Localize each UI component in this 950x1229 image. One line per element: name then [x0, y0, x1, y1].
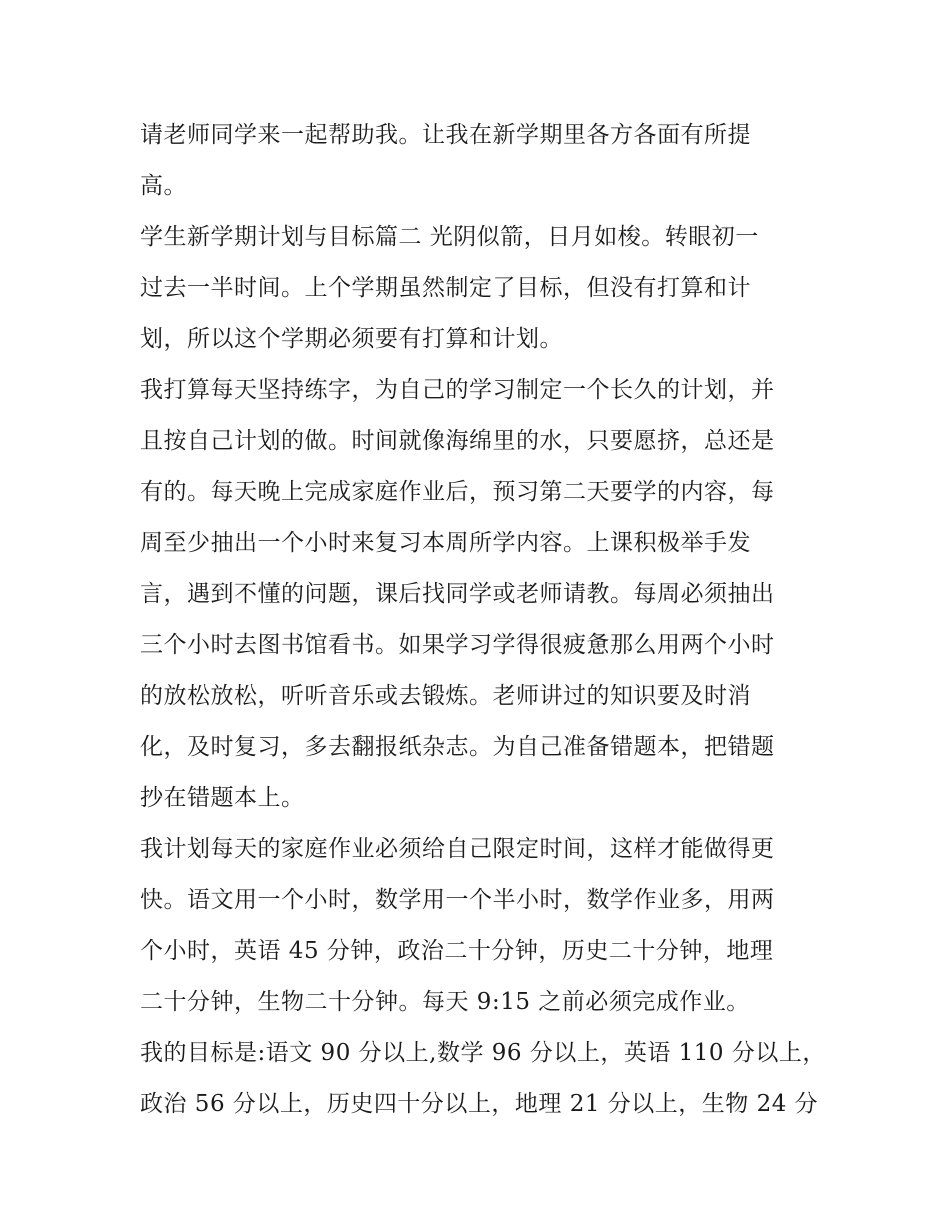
text-line: 化，及时复习，多去翻报纸杂志。为自己准备错题本，把错题: [140, 734, 775, 760]
text-line: 我打算每天坚持练字，为自己的学习制定一个长久的计划，并: [140, 377, 775, 403]
text-line: 请老师同学来一起帮助我。让我在新学期里各方各面有所提: [140, 122, 751, 148]
text-line: 言，遇到不懂的问题，课后找同学或老师请教。每周必须抽出: [140, 581, 775, 607]
text-line: 过去一半时间。上个学期虽然制定了目标，但没有打算和计: [140, 275, 751, 301]
text-line: 我的目标是:语文 90 分以上,数学 96 分以上，英语 110 分以上，: [140, 1040, 826, 1066]
text-line: 快。语文用一个小时，数学用一个半小时，数学作业多，用两: [140, 887, 775, 913]
text-line: 划，所以这个学期必须要有打算和计划。: [140, 326, 563, 352]
text-line: 的放松放松，听听音乐或去锻炼。老师讲过的知识要及时消: [140, 683, 751, 709]
text-line: 我计划每天的家庭作业必须给自己限定时间，这样才能做得更: [140, 836, 775, 862]
text-line: 抄在错题本上。: [140, 785, 305, 811]
text-line: 高。: [140, 173, 187, 199]
text-line: 周至少抽出一个小时来复习本周所学内容。上课积极举手发: [140, 530, 751, 556]
text-line: 学生新学期计划与目标篇二 光阴似箭，日月如梭。转眼初一: [140, 224, 759, 250]
text-line: 有的。每天晚上完成家庭作业后，预习第二天要学的内容，每: [140, 479, 775, 505]
text-line: 二十分钟，生物二十分钟。每天 9:15 之前必须完成作业。: [140, 989, 750, 1015]
text-line: 且按自己计划的做。时间就像海绵里的水，只要愿挤，总还是: [140, 428, 775, 454]
document-body: [140, 110, 826, 1130]
text-line: 个小时，英语 45 分钟，政治二十分钟，历史二十分钟，地理: [140, 938, 774, 964]
text-line: 政治 56 分以上，历史四十分以上，地理 21 分以上，生物 24 分: [140, 1091, 819, 1117]
text-line: 三个小时去图书馆看书。如果学习学得很疲惫那么用两个小时: [140, 632, 775, 658]
